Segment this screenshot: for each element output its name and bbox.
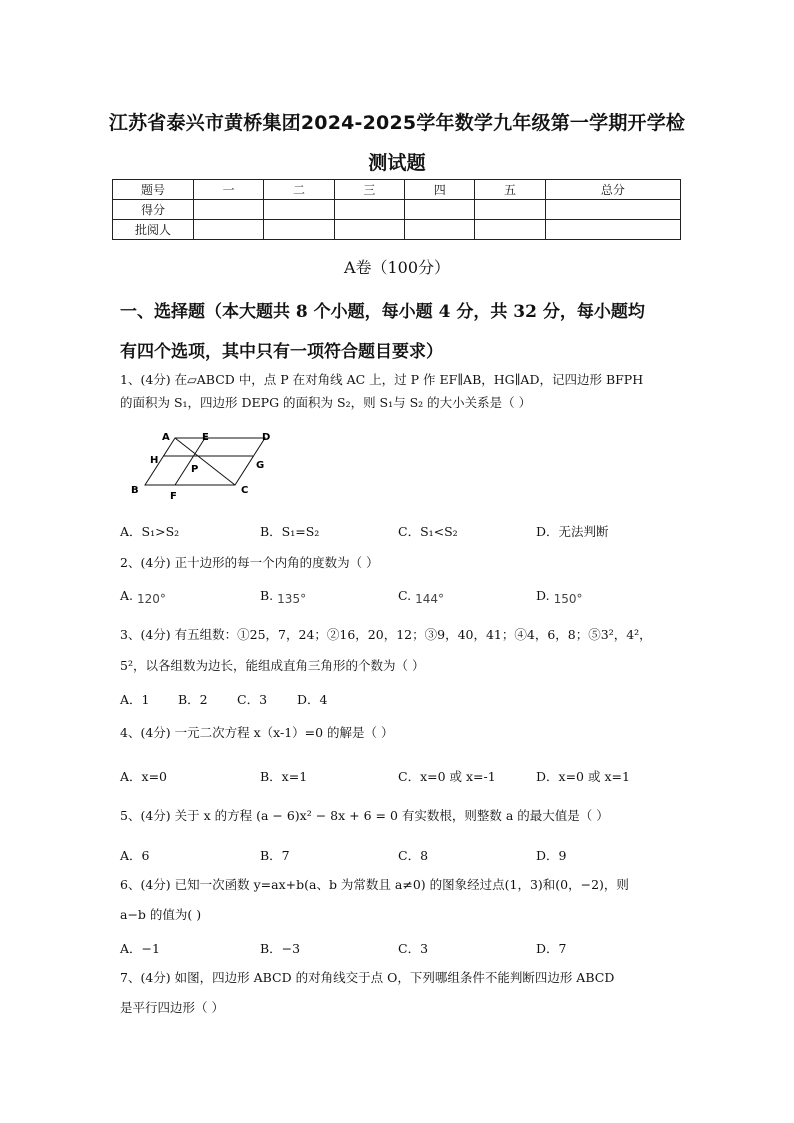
question-3-line1: 3、(4分) 有五组数：①25，7，24；②16，20，12；③9，40，41；④4，6，8；⑤3²，4²，	[120, 627, 652, 642]
question-1-line2: 的面积为 S₁，四边形 DEPG 的面积为 S₂，则 S₁与 S₂ 的大小关系是（ ）	[120, 395, 532, 410]
score-table-row	[113, 200, 681, 220]
option-c[interactable]	[398, 588, 444, 606]
question-5: 5、(4分) 关于 x 的方程 (a − 6)x² − 8x + 6 = 0 有实数根，则整数 a 的最大值是（ ）	[120, 808, 609, 823]
score-table-row	[113, 220, 681, 240]
option-a[interactable]: A．x=0	[120, 769, 168, 784]
figure-label-h: H	[150, 455, 159, 466]
question-7-line1: 7、(4分) 如图，四边形 ABCD 的对角线交于点 O，下列哪组条件不能判断四边形 ABCD	[120, 970, 615, 985]
option-b[interactable]: B．S₁=S₂	[260, 524, 320, 539]
option-d[interactable]: D．9	[536, 848, 567, 863]
option-value: 144°	[415, 592, 444, 606]
question-2: 2、(4分) 正十边形的每一个内角的度数为（ ）	[120, 555, 379, 570]
option-b[interactable]: B．x=1	[260, 769, 308, 784]
figure-label-e: E	[202, 432, 209, 443]
option-b[interactable]	[260, 588, 307, 606]
score-cell[interactable]	[475, 220, 545, 240]
option-d[interactable]: D．无法判断	[536, 524, 609, 539]
option-c[interactable]: C．S₁<S₂	[398, 524, 458, 539]
segment-ef	[175, 438, 205, 485]
option-c[interactable]: C．3	[398, 941, 429, 956]
score-cell[interactable]	[194, 200, 264, 220]
question-4: 4、(4分) 一元二次方程 x（x-1）=0 的解是（ ）	[120, 725, 394, 740]
section-a-heading: A卷（100分）	[343, 258, 451, 277]
score-header-cell: 三	[334, 180, 404, 200]
figure-label-p: P	[191, 464, 199, 475]
option-value: 120°	[137, 592, 166, 606]
option-a[interactable]: A．−1	[120, 941, 160, 956]
figure-label-c: C	[241, 485, 249, 496]
score-cell[interactable]	[545, 200, 680, 220]
score-table-header-row	[113, 180, 681, 200]
exam-title-line1: 江苏省泰兴市黄桥集团2024-2025学年数学九年级第一学期开学检	[108, 112, 686, 134]
option-a[interactable]: A．1	[120, 692, 150, 707]
figure-label-g: G	[256, 460, 265, 471]
option-b[interactable]: B．2	[178, 692, 208, 707]
figure-label-b: B	[131, 485, 139, 496]
question-3-line2: 5²，以各组数为边长，能组成直角三角形的个数为（ ）	[120, 658, 425, 673]
option-a[interactable]: A．S₁>S₂	[120, 524, 180, 539]
diagonal-ac	[175, 438, 235, 485]
q1-parallelogram-figure	[125, 428, 285, 502]
option-c[interactable]: C．8	[398, 848, 429, 863]
option-d[interactable]: D．4	[297, 692, 328, 707]
option-value: 135°	[277, 592, 307, 606]
score-cell[interactable]	[475, 200, 545, 220]
question-6-line2: a−b 的值为( )	[120, 907, 202, 922]
score-header-cell: 一	[194, 180, 264, 200]
option-c[interactable]: C．x=0 或 x=-1	[398, 769, 496, 784]
option-d[interactable]: D．7	[536, 941, 567, 956]
option-a[interactable]: A．6	[120, 848, 150, 863]
score-cell[interactable]	[405, 220, 475, 240]
score-cell[interactable]	[194, 220, 264, 240]
option-value: 150°	[553, 592, 583, 606]
score-cell[interactable]	[264, 200, 334, 220]
score-row-label: 得分	[113, 200, 194, 220]
score-cell[interactable]	[405, 200, 475, 220]
option-letter: D.	[536, 588, 550, 603]
option-letter: A.	[120, 588, 134, 603]
score-header-cell: 二	[264, 180, 334, 200]
score-header-cell: 题号	[113, 180, 194, 200]
figure-label-a: A	[162, 432, 170, 443]
option-letter: B.	[260, 588, 274, 603]
score-cell[interactable]	[264, 220, 334, 240]
figure-label-d: D	[262, 432, 271, 443]
exam-title-line2: 测试题	[368, 152, 426, 174]
section1-heading-line1: 一、选择题（本大题共 8 个小题，每小题 4 分，共 32 分，每小题均	[120, 302, 645, 322]
option-a[interactable]	[120, 588, 166, 606]
option-b[interactable]: B．−3	[260, 941, 301, 956]
option-b[interactable]: B．7	[260, 848, 290, 863]
question-6-line1: 6、(4分) 已知一次函数 y=ax+b(a、b 为常数且 a≠0) 的图象经过点(1，3)和(0，−2)，则	[120, 877, 629, 892]
question-7-line2: 是平行四边形（ ）	[120, 1000, 224, 1015]
figure-label-f: F	[170, 491, 177, 502]
option-c[interactable]: C．3	[237, 692, 268, 707]
score-header-cell: 五	[475, 180, 545, 200]
score-row-label: 批阅人	[113, 220, 194, 240]
score-table	[112, 179, 681, 240]
score-header-cell: 四	[405, 180, 475, 200]
score-cell[interactable]	[545, 220, 680, 240]
section1-heading-line2: 有四个选项，其中只有一项符合题目要求）	[120, 342, 443, 362]
score-cell[interactable]	[334, 200, 404, 220]
question-1-line1: 1、(4分) 在▱ABCD 中，点 P 在对角线 AC 上，过 P 作 EF∥AB，HG∥AD，记四边形 BFPH	[120, 372, 644, 387]
option-d[interactable]	[536, 588, 583, 606]
score-cell[interactable]	[334, 220, 404, 240]
option-d[interactable]: D．x=0 或 x=1	[536, 769, 630, 784]
score-header-cell: 总分	[545, 180, 680, 200]
option-letter: C.	[398, 588, 412, 603]
